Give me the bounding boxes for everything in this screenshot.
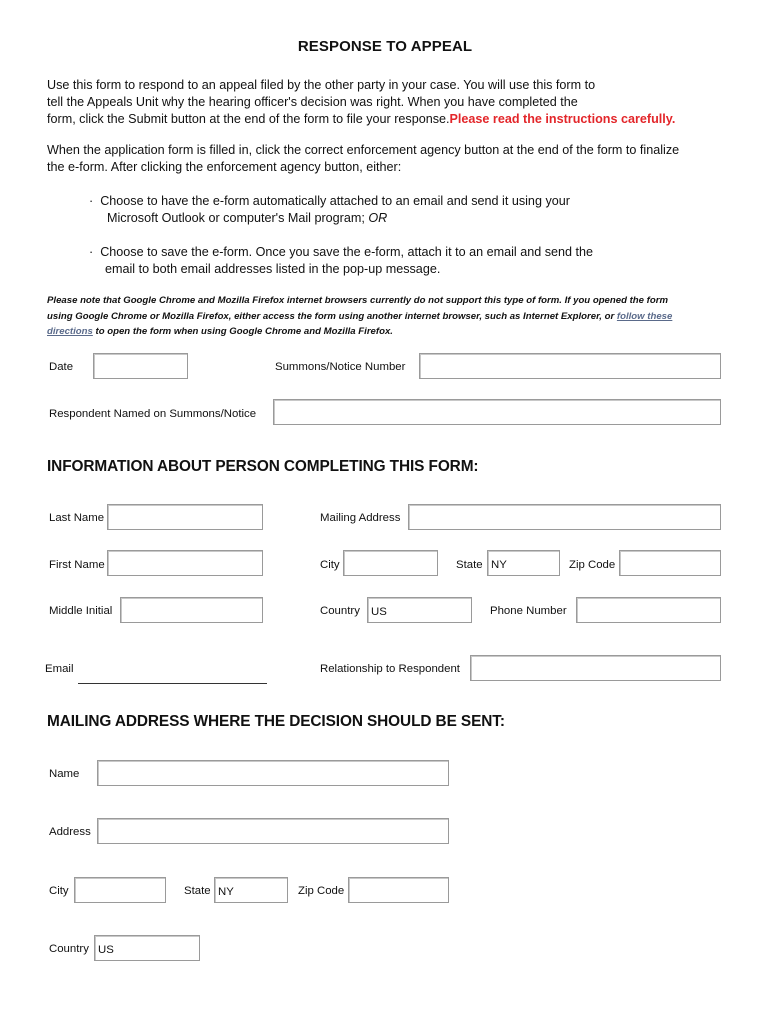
mailing-section-heading: MAILING ADDRESS WHERE THE DECISION SHOULD BE SENT: xyxy=(47,713,505,730)
phone-number-label: Phone Number xyxy=(490,605,567,617)
summons-number-field[interactable] xyxy=(419,353,721,379)
phone-number-field[interactable] xyxy=(576,597,721,623)
bullet-1 xyxy=(89,193,570,227)
intro-line-1: Use this form to respond to an appeal filed by the other party in your case. You will use this form to xyxy=(47,78,596,92)
mailing-address-label: Mailing Address xyxy=(320,512,401,524)
bullet-2 xyxy=(89,244,593,278)
email-label: Email xyxy=(45,663,74,675)
bullet-dot-2: · xyxy=(89,245,94,259)
note-line-3: directions to open the form when using Google Chrome and Mozilla Firefox. xyxy=(47,326,393,337)
mail-state-label: State xyxy=(184,885,211,897)
bullet-dot-1: · xyxy=(89,194,94,208)
mail-name-label: Name xyxy=(49,768,80,780)
mailing-address-field[interactable] xyxy=(408,504,721,530)
last-name-label: Last Name xyxy=(49,512,105,524)
state-field[interactable] xyxy=(487,550,560,576)
middle-initial-field[interactable] xyxy=(120,597,263,623)
email-field[interactable] xyxy=(78,683,267,684)
note-line-1: Please note that Google Chrome and Mozilla Firefox internet browsers currently do not support this type of form. If you opened the form xyxy=(47,295,668,306)
bullet-1-or: OR xyxy=(368,211,388,225)
city-field[interactable] xyxy=(343,550,438,576)
mail-address-field[interactable] xyxy=(97,818,449,844)
bullet-1-line-2: Microsoft Outlook or computer's Mail program; xyxy=(107,211,365,225)
relationship-label: Relationship to Respondent xyxy=(320,663,460,675)
zip-code-label: Zip Code xyxy=(569,559,616,571)
mail-city-field[interactable] xyxy=(74,877,166,903)
first-name-field[interactable] xyxy=(107,550,263,576)
mail-address-label: Address xyxy=(49,826,91,838)
browser-note xyxy=(47,293,727,340)
mail-zip-code-field[interactable] xyxy=(348,877,449,903)
mail-name-field[interactable] xyxy=(97,760,449,786)
country-field[interactable] xyxy=(367,597,472,623)
mail-state-field[interactable] xyxy=(214,877,288,903)
respondent-label: Respondent Named on Summons/Notice xyxy=(49,408,257,420)
first-name-label: First Name xyxy=(49,559,105,571)
note-line-2: using Google Chrome or Mozilla Firefox, either access the form using another internet browser, such as Internet Explorer, or follow these xyxy=(47,310,673,322)
state-label: State xyxy=(456,559,483,571)
instructions-line-2: the e-form. After clicking the enforcement agency button, either: xyxy=(47,160,402,174)
date-label: Date xyxy=(49,361,74,373)
respondent-field[interactable] xyxy=(273,399,721,425)
intro-paragraph xyxy=(47,77,727,128)
mail-zip-code-label: Zip Code xyxy=(298,885,345,897)
intro-line-3-text: form, click the Submit button at the end of the form to file your response. xyxy=(47,112,450,126)
mail-country-field[interactable] xyxy=(94,935,200,961)
date-field[interactable] xyxy=(93,353,188,379)
instructions-line-1: When the application form is filled in, click the correct enforcement agency button at the end of the form to finalize xyxy=(47,143,680,157)
summons-number-label: Summons/Notice Number xyxy=(275,361,406,373)
person-section-heading: INFORMATION ABOUT PERSON COMPLETING THIS FORM: xyxy=(47,458,479,475)
last-name-field[interactable] xyxy=(107,504,263,530)
instructions-warning: Please read the instructions carefully. xyxy=(449,112,676,126)
mail-city-label: City xyxy=(49,885,69,897)
middle-initial-label: Middle Initial xyxy=(49,605,113,617)
bullet-1-line-1: Choose to have the e-form automatically attached to an email and send it using your xyxy=(100,194,570,208)
relationship-field[interactable] xyxy=(470,655,721,681)
zip-code-field[interactable] xyxy=(619,550,721,576)
bullet-2-line-1: Choose to save the e-form. Once you save the e-form, attach it to an email and send the xyxy=(100,245,594,259)
follow-these-directions-link[interactable]: follow these xyxy=(616,310,673,322)
mail-country-label: Country xyxy=(49,943,89,955)
intro-line-2: tell the Appeals Unit why the hearing officer's decision was right. When you have completed the xyxy=(47,95,578,109)
bullet-2-line-2: email to both email addresses listed in the pop-up message. xyxy=(105,262,441,276)
instructions-paragraph xyxy=(47,142,727,176)
intro-line-3 xyxy=(47,111,727,128)
page-title: RESPONSE TO APPEAL xyxy=(297,38,473,55)
directions-link[interactable]: directions xyxy=(47,326,93,337)
country-label: Country xyxy=(320,605,360,617)
city-label: City xyxy=(320,559,340,571)
